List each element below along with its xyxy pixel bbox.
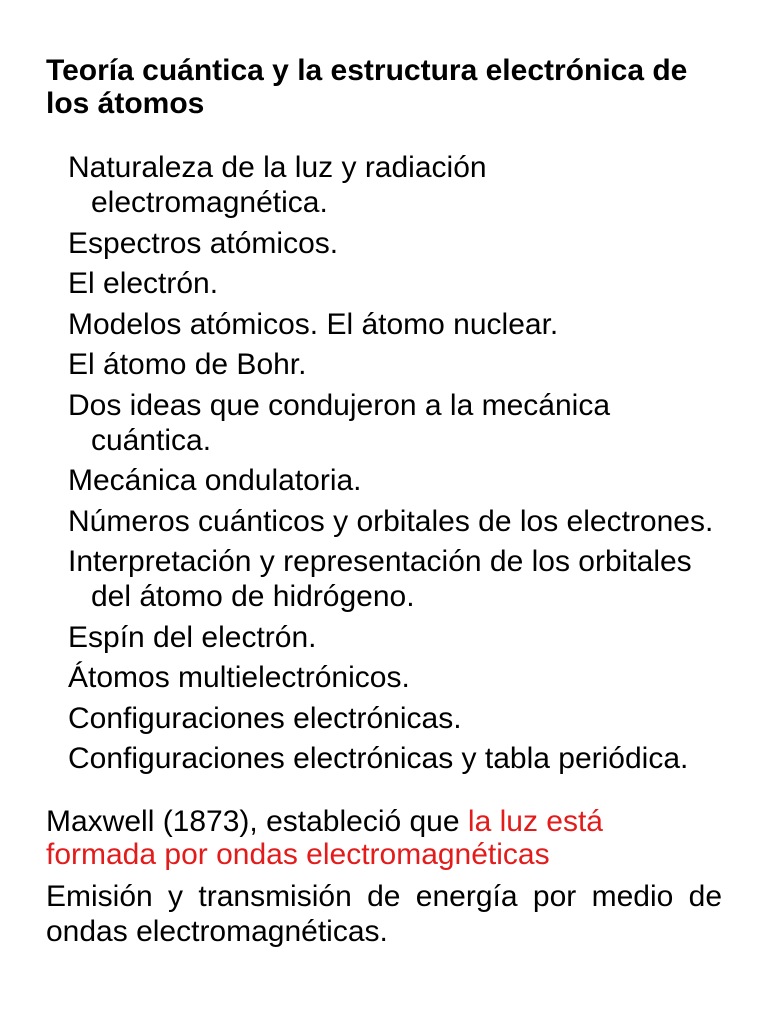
maxwell-paragraph <box>46 805 696 871</box>
topic-item: Modelos atómicos. El átomo nuclear. <box>68 307 559 341</box>
page-title: Teoría cuántica y la estructura electrónica de los átomos <box>46 54 688 120</box>
topic-item: Espín del electrón. <box>68 620 317 654</box>
topic-item: Átomos multielectrónicos. <box>68 661 410 694</box>
highlight-text: la luz está formada por ondas electromagnéticas <box>46 805 603 871</box>
topic-item: Dos ideas que condujeron a la mecánica cuántica. <box>68 388 611 457</box>
topic-item: Configuraciones electrónicas. <box>68 701 462 735</box>
maxwell-lead-text: Maxwell (1873), estableció que <box>46 805 460 838</box>
topic-item: Mecánica ondulatoria. <box>68 464 362 497</box>
topics-list <box>68 150 722 782</box>
topic-item: Espectros atómicos. <box>68 226 339 260</box>
topic-item: El átomo de Bohr. <box>68 348 307 381</box>
topic-item: El electrón. <box>68 267 219 300</box>
emission-paragraph: Emisión y transmisión de energía por medio de ondas electromagnéticas. <box>46 880 722 948</box>
topic-item: Números cuánticos y orbitales de los electrones. <box>68 504 714 538</box>
topic-item: Naturaleza de la luz y radiación electromagnética. <box>68 151 487 219</box>
topic-item: Interpretación y representación de los orbitales del átomo de hidrógeno. <box>68 545 692 613</box>
topic-item: Configuraciones electrónicas y tabla periódica. <box>68 742 689 775</box>
